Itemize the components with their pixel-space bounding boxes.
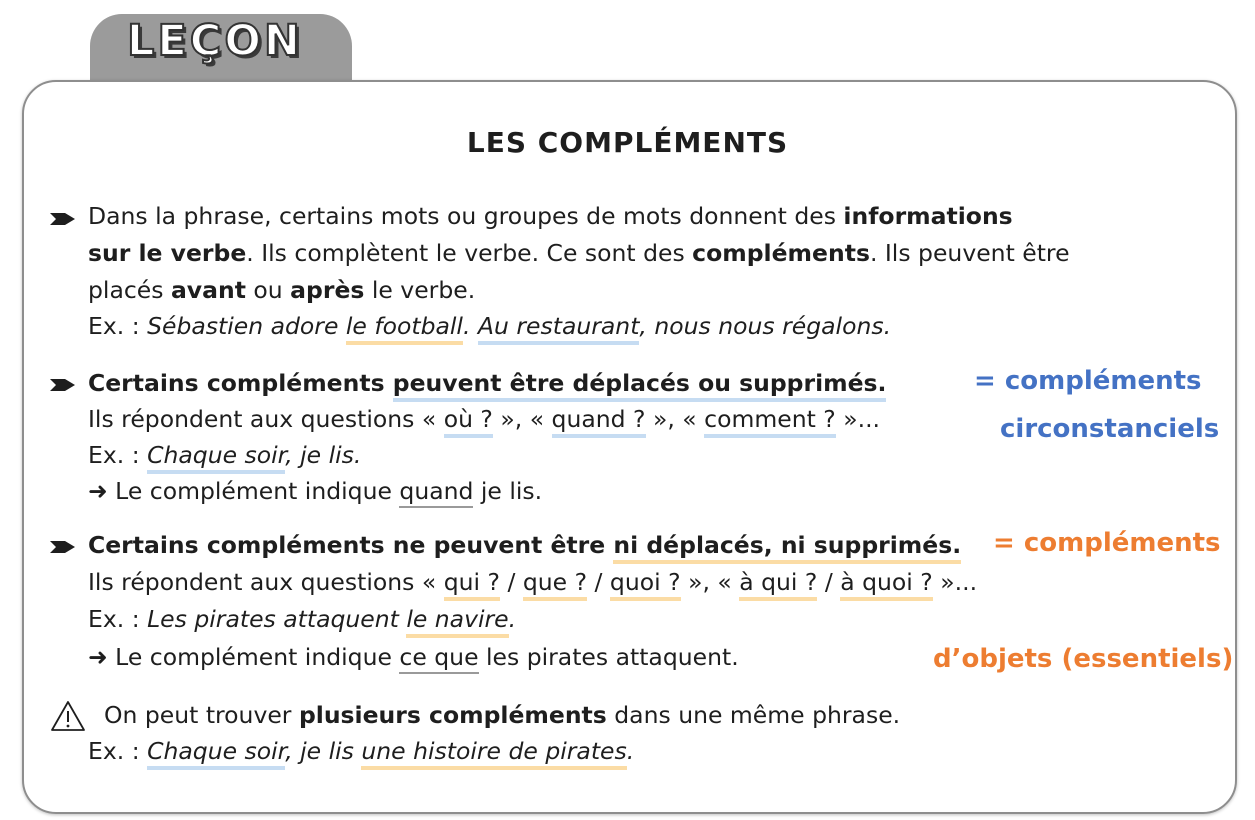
- text: dans une même phrase.: [606, 701, 901, 729]
- s4-line-1: [104, 700, 900, 730]
- question: que ?: [523, 568, 587, 601]
- example-text: , je lis.: [285, 441, 362, 469]
- keyword: sur le verbe: [88, 239, 247, 267]
- s2-heading: [88, 368, 886, 398]
- note-object-2: d’objets (essentiels): [933, 644, 1234, 674]
- example-text: , je lis: [285, 737, 362, 765]
- result-keyword: quand: [399, 477, 473, 508]
- result-keyword: ce que: [399, 643, 478, 674]
- question: à qui ?: [739, 568, 817, 601]
- keyword: plusieurs compléments: [298, 701, 607, 729]
- text: », «: [680, 568, 740, 596]
- bullet-arrow-icon: [50, 212, 76, 226]
- text: /: [499, 568, 523, 596]
- keyword: après: [290, 276, 365, 304]
- text: Dans la phrase, certains mots ou groupes de mots donnent des: [88, 202, 844, 230]
- heading-highlight: ni déplacés, ni supprimés.: [613, 531, 961, 564]
- text: Ils répondent aux questions «: [88, 568, 444, 596]
- example-text: Les pirates attaquent: [147, 605, 407, 633]
- example-text: .: [626, 737, 635, 765]
- text: /: [587, 568, 610, 596]
- text: »...: [835, 405, 881, 433]
- keyword: avant: [170, 276, 246, 304]
- question: quoi ?: [610, 568, 681, 601]
- example-text: Sébastien adore: [147, 312, 346, 340]
- text: . Ils peuvent être: [869, 239, 1070, 267]
- example-object: le navire: [406, 605, 508, 638]
- text: », «: [645, 405, 705, 433]
- s2-result: [88, 476, 542, 506]
- bullet-arrow-icon: [50, 540, 76, 554]
- example-text: .: [508, 605, 517, 633]
- s2-questions: [88, 404, 880, 434]
- s1-line-3: [88, 275, 475, 305]
- keyword: compléments: [692, 239, 870, 267]
- text: », «: [492, 405, 552, 433]
- question: à quoi ?: [840, 568, 933, 601]
- s1-example: [88, 311, 891, 341]
- s3-example: [88, 604, 516, 634]
- text: /: [817, 568, 841, 596]
- s3-result: [88, 642, 739, 672]
- example-label: Ex. :: [88, 441, 148, 469]
- question: quand ?: [552, 405, 646, 438]
- text: »...: [932, 568, 978, 596]
- text: On peut trouver: [104, 701, 299, 729]
- text: Ils répondent aux questions «: [88, 405, 444, 433]
- example-label: Ex. :: [88, 605, 148, 633]
- s1-line-2: [88, 238, 1070, 268]
- result-text: ➜ Le complément indique: [88, 643, 400, 671]
- result-text: je lis.: [473, 477, 543, 505]
- heading-text: Certains compléments ne peuvent être: [88, 531, 614, 559]
- note-object-1: = compléments: [993, 528, 1221, 558]
- example-object: le football: [346, 312, 463, 345]
- s1-line-1: [88, 201, 1013, 231]
- heading-text: Certains compléments: [88, 369, 393, 397]
- example-circumstance: Chaque soir: [147, 441, 285, 474]
- s2-example: [88, 440, 361, 470]
- text: placés: [88, 276, 171, 304]
- keyword: informations: [843, 202, 1013, 230]
- s4-example: [88, 736, 634, 766]
- s3-heading: [88, 530, 961, 560]
- question: comment ?: [704, 405, 836, 438]
- example-text: , nous nous régalons.: [639, 312, 892, 340]
- bullet-arrow-icon: [50, 378, 76, 392]
- text: ou: [245, 276, 291, 304]
- note-circumstantial-1: = compléments: [974, 366, 1202, 396]
- example-label: Ex. :: [88, 312, 148, 340]
- s3-questions: [88, 567, 977, 597]
- page-title: LES COMPLÉMENTS: [466, 126, 789, 159]
- result-text: ➜ Le complément indique: [88, 477, 400, 505]
- text: le verbe.: [364, 276, 476, 304]
- example-circumstance: Chaque soir: [147, 737, 285, 770]
- example-object: une histoire de pirates: [361, 737, 626, 770]
- example-label: Ex. :: [88, 737, 148, 765]
- note-circumstantial-2: circonstanciels: [1000, 414, 1220, 444]
- heading-highlight: peuvent être déplacés ou supprimés.: [393, 369, 887, 402]
- example-text: .: [462, 312, 478, 340]
- result-text: les pirates attaquent.: [478, 643, 739, 671]
- text: . Ils complètent le verbe. Ce sont des: [246, 239, 693, 267]
- example-circumstance: Au restaurant: [478, 312, 639, 345]
- question: qui ?: [444, 568, 500, 601]
- lesson-tab-label: LEÇON: [127, 16, 303, 66]
- warning-triangle-icon: [50, 700, 86, 732]
- question: où ?: [444, 405, 493, 438]
